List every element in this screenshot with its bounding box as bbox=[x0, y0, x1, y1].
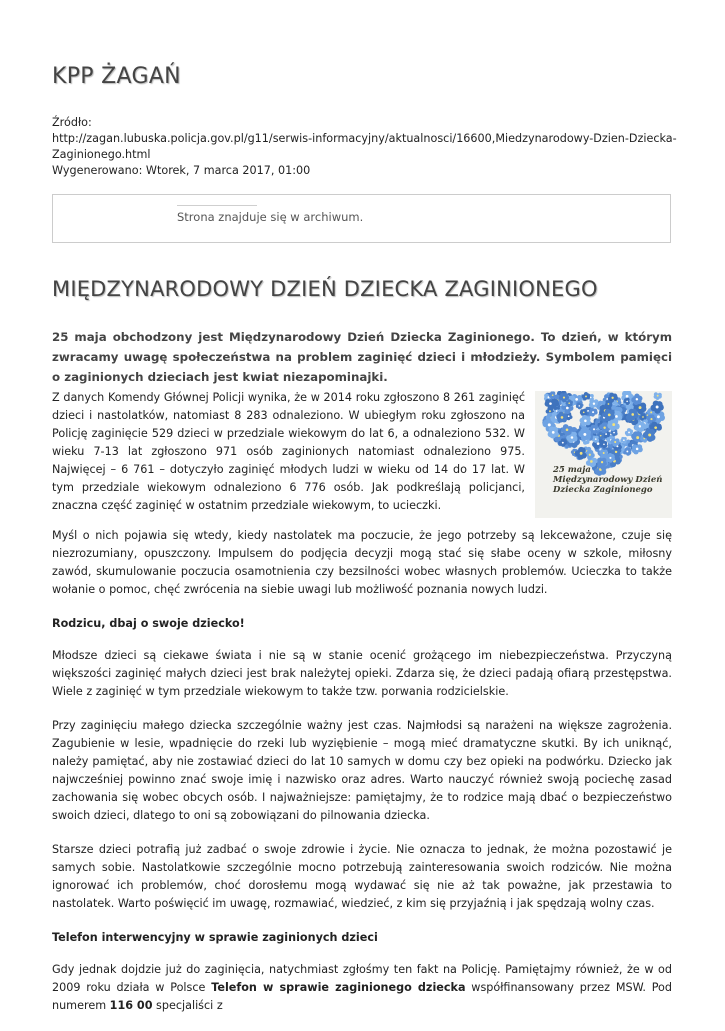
hotline-number: 116 00 bbox=[109, 999, 153, 1012]
source-meta bbox=[52, 115, 682, 179]
article-title: MIĘDZYNARODOWY DZIEŃ DZIECKA ZAGINIONEGO bbox=[52, 277, 598, 301]
source-label: Źródło: bbox=[52, 116, 92, 129]
hotline-name: Telefon w sprawie zaginionego dziecka bbox=[211, 981, 466, 994]
forget-me-not-heart-icon bbox=[535, 391, 672, 518]
section-heading-parents: Rodzicu, dbaj o swoje dziecko! bbox=[52, 617, 245, 630]
forget-me-not-image bbox=[535, 391, 672, 518]
paragraph-time-matters: Przy zaginięciu małego dziecka szczególnie ważny jest czas. Najmłodsi są narażeni na większe zagrożenia. Zagubienie w lesie, wpadnięcie do rzeki lub wyziębienie – mogą mieć dramatyczne skutki. By ich uniknąć, należy pamiętać, aby nie zostawiać dzieci do lat 10 samych w domu czy bez opieki na podwórku. Dziecko jak najwcześniej powinno znać swoje imię i nazwisko oraz adres. Warto nauczyć również swoją pociechę zasad zachowania się wobec obcych osób. I najważniejsze: pamiętajmy, że to rodzice mają dbać o bezpieczeństwo swoich dzieci, dlatego to oni są zobowiązani do pilnowania dziecka. bbox=[52, 719, 672, 822]
section-heading-hotline: Telefon interwencyjny w sprawie zaginionych dzieci bbox=[52, 931, 378, 944]
image-caption-date: 25 maja bbox=[553, 465, 591, 475]
image-caption-line3: Dziecka Zaginionego bbox=[553, 485, 653, 495]
hotline-text-3: specjaliści z bbox=[152, 999, 223, 1012]
paragraph-statistics: Z danych Komendy Głównej Policji wynika, że w 2014 roku zgłoszono 8 261 zaginięć dzieci i nastolatków, natomiast 8 283 odnaleziono. W ubiegłym roku zgłoszono na Policję zaginięcie 529 dzieci w przedziale wiekowym do lat 6, a odnaleziono 532. W wieku 7-13 lat zgłoszono 971 osób zaginionych natomiast odnaleziono 975. Najwięcej – 6 761 – dotyczyło zaginięć młodych ludzi w wieku od 14 do 17 lat. W tym przedziale wiekowym odnaleziono 6 776 osób. Jak podkreślają policjanci, znaczna część zaginięć w ostatnim przedziale wiekowym, to ucieczki. bbox=[52, 391, 525, 512]
site-title: KPP ŻAGAŃ bbox=[52, 64, 181, 89]
archive-divider bbox=[177, 205, 257, 206]
paragraph-teenagers: Starsze dzieci potrafią już zadbać o swoje zdrowie i życie. Nie oznacza to jednak, że można pozostawić je samych sobie. Nastolatkowie szczególnie mocno potrzebują zainteresowania swoich rodziców. Nie można ignorować ich problemów, choć dorosłemu mogą wydawać się nie aż tak poważne, jak przestawia to nastolatek. Warto poświęcić im uwagę, rozmawiać, wiedzieć, z kim się przyjaźnią i jak spędzają wolny czas. bbox=[52, 843, 672, 910]
paragraph-young-children: Młodsze dzieci są ciekawe świata i nie są w stanie ocenić grożącego im niebezpieczeństwa. Przyczyną większości zaginięć małych dzieci jest brak należytej opieki. Zdarza się, że dzieci padają ofiarą przestępstwa. Wiele z zaginięć w tym przedziale wiekowym to także tzw. porwania rodzicielskie. bbox=[52, 649, 672, 698]
article-body bbox=[52, 389, 672, 1031]
archive-notice-box bbox=[52, 194, 671, 243]
paragraph-hotline bbox=[52, 961, 672, 1015]
generated-date: Wygenerowano: Wtorek, 7 marca 2017, 01:00 bbox=[52, 164, 311, 177]
image-caption bbox=[553, 465, 662, 495]
hotline-text-2: współfinansowany przez MSW. Pod numerem bbox=[52, 981, 673, 1012]
image-caption-line2: Międzynarodowy Dzień bbox=[553, 475, 663, 485]
hotline-text-1: Gdy jednak dojdzie już do zaginięcia, natychmiast zgłośmy ten fakt na Policję. Pamiętajmy również, że w od 2009 roku działa w Polsce bbox=[52, 963, 672, 994]
source-url[interactable]: http://zagan.lubuska.policja.gov.pl/g11/serwis-informacyjny/aktualnosci/16600,Miedzynarodowy-Dzien-Dziecka-Zaginionego.html bbox=[52, 132, 677, 161]
article-lead: 25 maja obchodzony jest Międzynarodowy Dzień Dziecka Zaginionego. To dzień, w którym zwracamy uwagę społeczeństwa na problem zaginięć dzieci i młodzieży. Symbolem pamięci o zaginionych dzieciach jest kwiat niezapominajki. bbox=[52, 330, 672, 384]
paragraph-runaways: Myśl o nich pojawia się wtedy, kiedy nastolatek ma poczucie, że jego potrzeby są lekceważone, czuje się niezrozumiany, opuszczony. Impulsem do podjęcia decyzji mogą stać się słabe oceny w szkole, miłosny zawód, skumulowanie poczucia osamotnienia czy bezsilności wobec własnych problemów. Ucieczka to także wołanie o pomoc, chęć zwrócenia na siebie uwagi lub możliwość poznania nowych ludzi. bbox=[52, 529, 672, 596]
archive-notice: Strona znajduje się w archiwum. bbox=[177, 210, 364, 224]
